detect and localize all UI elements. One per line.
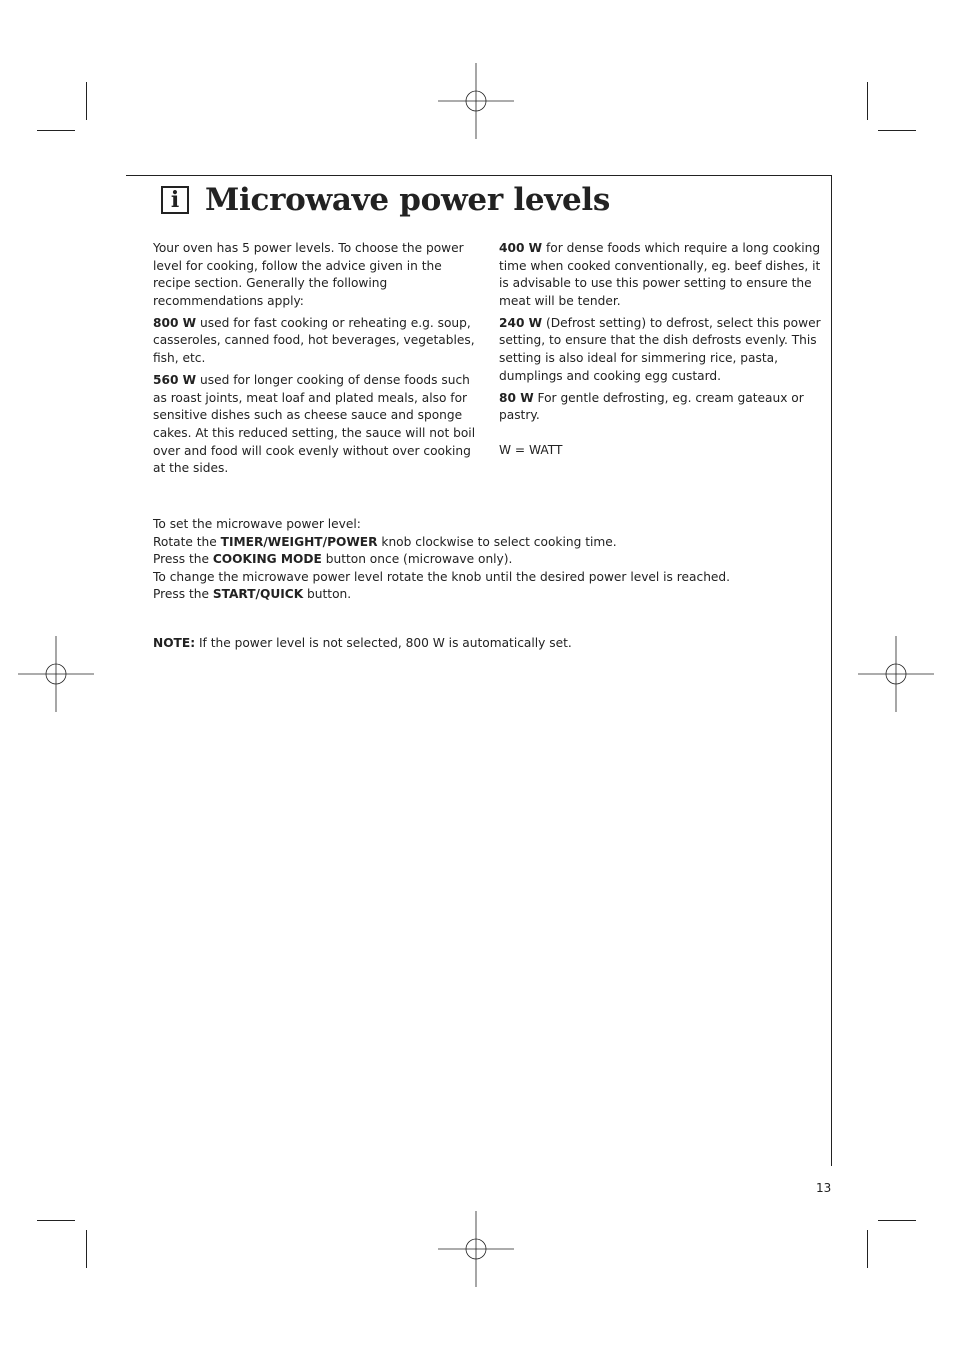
power-level-description: For gentle defrosting, eg. cream gateaux or pastry.	[499, 390, 804, 423]
power-level-label: 560 W	[153, 373, 197, 388]
page-number: 13	[816, 1181, 832, 1195]
registration-mark-icon	[438, 1211, 514, 1287]
power-level-item	[499, 315, 827, 385]
crop-mark	[867, 1230, 868, 1268]
instructions-intro: To set the microwave power level:	[153, 517, 361, 531]
crop-mark	[86, 1230, 87, 1268]
intro-paragraph: Your oven has 5 power levels. To choose the power level for cooking, follow the advice given in the recipe section. Generally the following recommendations apply:	[153, 241, 464, 308]
power-level-item	[153, 372, 483, 478]
crop-mark	[37, 130, 75, 131]
registration-mark-icon	[438, 63, 514, 139]
power-level-description: used for fast cooking or reheating e.g. soup, casseroles, canned food, hot beverages, vegetables, fish, etc.	[153, 315, 475, 366]
crop-mark	[878, 130, 916, 131]
power-level-label: 80 W	[499, 390, 534, 405]
power-level-description: (Defrost setting) to defrost, select this power setting, to ensure that the dish defrosts evenly. This setting is also ideal for simmering rice, pasta, dumplings and cooking egg custard.	[499, 315, 821, 383]
right-column	[499, 240, 827, 464]
note	[153, 635, 572, 653]
power-level-description: used for longer cooking of dense foods such as roast joints, meat loaf and plated meals, also for sensitive dishes such as cheese sauce and sponge cakes. At this reduced setting, the sauce will not boil over and food will cook evenly without over cooking at the sides.	[153, 373, 476, 476]
page-title: Microwave power levels	[205, 182, 611, 218]
crop-mark	[878, 1220, 916, 1221]
left-column	[153, 240, 483, 482]
instruction-step: Press the COOKING MODE button once (microwave only).	[153, 552, 513, 567]
note-label: NOTE:	[153, 636, 196, 650]
control-name: COOKING MODE	[212, 552, 322, 567]
power-level-item	[153, 315, 483, 368]
power-level-label: 240 W	[499, 315, 543, 330]
frame-right-rule	[831, 175, 832, 1166]
frame-top-rule	[126, 175, 832, 176]
instruction-step: Rotate the TIMER/WEIGHT/POWER knob clockwise to select cooking time.	[153, 534, 617, 549]
note-text: If the power level is not selected, 800 W is automatically set.	[195, 636, 572, 650]
crop-mark	[86, 82, 87, 120]
power-level-item	[499, 240, 827, 310]
control-name: START/QUICK	[212, 587, 304, 602]
power-level-item	[499, 390, 827, 425]
info-icon: i	[161, 186, 189, 214]
crop-mark	[37, 1220, 75, 1221]
instruction-step: To change the microwave power level rotate the knob until the desired power level is reached.	[153, 569, 731, 584]
registration-mark-icon	[858, 636, 934, 712]
power-level-description: for dense foods which require a long cooking time when cooked conventionally, eg. beef dishes, it is advisable to use this power setting to ensure the meat will be tender.	[499, 241, 821, 308]
page-header	[161, 182, 610, 218]
power-level-label: 400 W	[499, 241, 543, 255]
registration-mark-icon	[18, 636, 94, 712]
watt-legend: W = WATT	[499, 442, 563, 457]
crop-mark	[867, 82, 868, 120]
control-name: TIMER/WEIGHT/POWER	[220, 534, 378, 549]
instruction-step: Press the START/QUICK button.	[153, 587, 352, 602]
power-level-label: 800 W	[153, 315, 197, 330]
instructions-block	[153, 516, 813, 604]
